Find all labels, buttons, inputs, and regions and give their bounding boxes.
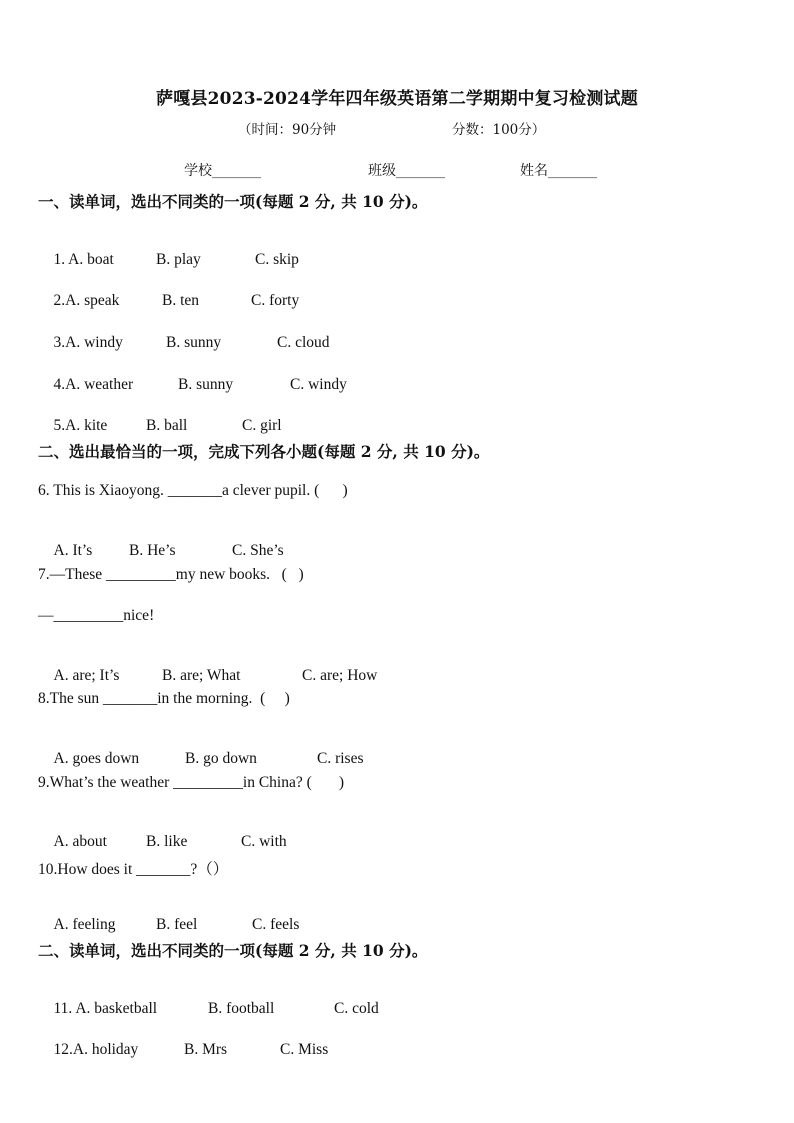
q8-option-b: B. go down (185, 750, 257, 767)
question-12 (38, 1023, 329, 1077)
q2-option-b: B. ten (162, 292, 200, 309)
question-7-stem: 7.—These _________my new books. ( ) (38, 566, 304, 583)
q7-option-c: C. are; How (302, 667, 378, 684)
question-6-stem: 6. This is Xiaoyong. _______a clever pupil. ( ) (38, 482, 348, 499)
question-7-stem-2: —_________nice! (38, 607, 155, 624)
q4-option-c: C. windy (290, 376, 347, 393)
q1-option-a: 1. A. boat (53, 251, 114, 268)
q8-option-a: A. goes down (53, 750, 140, 767)
section-3-heading: 二、读单词，选出不同类的一项(每题 2 分, 共 10 分)。 (38, 941, 428, 960)
q10-option-b: B. feel (156, 916, 198, 933)
q11-option-a: 11. A. basketball (53, 1000, 158, 1017)
exam-score: 分数：100分） (452, 122, 546, 138)
q3-option-a: 3.A. windy (53, 334, 123, 351)
q2-option-c: C. forty (251, 292, 300, 309)
q10-option-a: A. feeling (53, 916, 116, 933)
question-8-stem: 8.The sun _______in the morning. ( ) (38, 690, 290, 707)
q12-option-c: C. Miss (280, 1041, 329, 1058)
q12-option-a: 12.A. holiday (53, 1041, 139, 1058)
class-field: 班级_______ (368, 163, 445, 179)
q6-option-a: A. It’s (53, 542, 93, 559)
q1-option-c: C. skip (255, 251, 299, 268)
school-field: 学校_______ (184, 163, 261, 179)
q7-option-a: A. are; It’s (53, 667, 120, 684)
q4-option-a: 4.A. weather (53, 376, 134, 393)
q2-option-a: 2.A. speak (53, 292, 120, 309)
q5-option-c: C. girl (242, 417, 282, 434)
q11-option-b: B. football (208, 1000, 275, 1017)
name-field: 姓名_______ (520, 163, 597, 179)
q6-option-b: B. He’s (129, 542, 176, 559)
q11-option-c: C. cold (334, 1000, 379, 1017)
q1-option-b: B. play (156, 251, 201, 268)
q7-option-b: B. are; What (162, 667, 241, 684)
q12-option-b: B. Mrs (184, 1041, 228, 1058)
q9-option-b: B. like (146, 833, 188, 850)
section-2-heading: 二、选出最恰当的一项，完成下列各小题(每题 2 分, 共 10 分)。 (38, 442, 490, 461)
q3-option-c: C. cloud (277, 334, 330, 351)
q3-option-b: B. sunny (166, 334, 222, 351)
q5-option-a: 5.A. kite (53, 417, 108, 434)
exam-title: 萨嘎县2023-2024学年四年级英语第二学期期中复习检测试题 (156, 89, 638, 109)
q4-option-b: B. sunny (178, 376, 234, 393)
question-10-stem: 10.How does it _______?（） (38, 861, 229, 878)
q10-option-c: C. feels (252, 916, 300, 933)
exam-time: （时间：90分钟 (238, 122, 337, 138)
q9-option-c: C. with (241, 833, 287, 850)
q5-option-b: B. ball (146, 417, 188, 434)
q6-option-c: C. She’s (232, 542, 284, 559)
q9-option-a: A. about (53, 833, 107, 850)
q8-option-c: C. rises (317, 750, 364, 767)
section-1-heading: 一、读单词，选出不同类的一项(每题 2 分, 共 10 分)。 (38, 192, 428, 211)
question-9-stem: 9.What’s the weather _________in China? ( ) (38, 774, 345, 791)
